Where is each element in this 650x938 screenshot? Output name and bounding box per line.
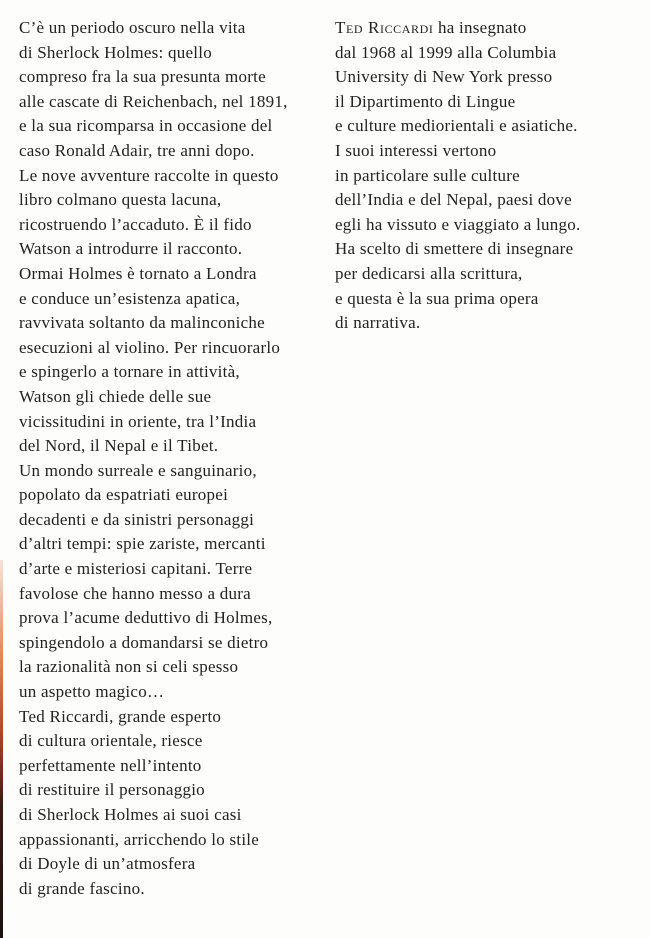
bio-line: egli ha vissuto e viaggiato a lungo. [335, 214, 581, 234]
author-bio [335, 16, 645, 336]
bio-line: I suoi interessi vertono [335, 140, 497, 160]
synopsis-line: C’è un periodo oscuro nella vita [19, 18, 246, 37]
synopsis-line: d’altri tempi: spie zariste, mercanti [19, 534, 266, 554]
synopsis-line: del Nord, il Nepal e il Tibet. [19, 436, 219, 456]
synopsis-line: Un mondo surreale e sanguinario, [19, 460, 257, 480]
bio-line: e questa è la sua prima opera [335, 288, 539, 308]
synopsis-line: di grande fascino. [19, 878, 145, 898]
synopsis-line: perfettamente nell’intento [19, 755, 202, 775]
synopsis-line: e conduce un’esistenza apatica, [19, 288, 241, 308]
synopsis-line: Watson a introdurre il racconto. [19, 239, 243, 259]
synopsis-line: favolose che hanno messo a dura [19, 583, 251, 603]
synopsis-line: e spingerlo a tornare in attività, [19, 362, 240, 382]
synopsis-line: Le nove avventure raccolte in questo [19, 165, 279, 185]
author-name: Ted Riccardi [335, 18, 434, 37]
synopsis-line: e la sua ricomparsa in occasione del [19, 116, 273, 136]
synopsis-line: la razionalità non si celi spesso [19, 657, 239, 677]
synopsis-line: d’arte e misteriosi capitani. Terre [19, 559, 253, 579]
synopsis-line: di Doyle di un’atmosfera [19, 854, 196, 874]
synopsis-line: prova l’acume deduttivo di Holmes, [19, 608, 273, 628]
synopsis-line: spingendolo a domandarsi se dietro [19, 632, 269, 652]
synopsis-line: decadenti e da sinistri personaggi [19, 509, 255, 529]
synopsis-line: appassionanti, arricchendo lo stile [19, 829, 260, 849]
synopsis-line: compreso fra la sua presunta morte [19, 67, 266, 87]
synopsis-line: un aspetto magico… [19, 682, 165, 702]
bio-line: in particolare sulle culture [335, 165, 520, 185]
synopsis-line: di cultura orientale, riesce [19, 731, 203, 751]
synopsis-line: libro colmano questa lacuna, [19, 190, 222, 210]
synopsis-line: esecuzioni al violino. Per rincuorarlo [19, 337, 281, 357]
synopsis-line: ricostruendo l’accaduto. È il fido [19, 214, 252, 234]
bio-line: e culture mediorientali e asiatiche. [335, 116, 578, 136]
bio-line: dell’India e del Nepal, paesi dove [335, 190, 572, 210]
book-synopsis [19, 16, 324, 901]
bio-line: di narrativa. [335, 313, 421, 333]
author-bio-first-line [335, 16, 645, 41]
bio-line: per dedicarsi alla scrittura, [335, 263, 523, 283]
synopsis-line: Ormai Holmes è tornato a Londra [19, 263, 257, 283]
bio-line: il Dipartimento di Lingue [335, 91, 516, 111]
bio-line: dal 1968 al 1999 alla Columbia [335, 42, 557, 62]
synopsis-line: Watson gli chiede delle sue [19, 386, 212, 406]
synopsis-line: ravvivata soltanto da malinconiche [19, 313, 265, 333]
synopsis-line: alle cascate di Reichenbach, nel 1891, [19, 91, 288, 111]
synopsis-line: caso Ronald Adair, tre anni dopo. [19, 140, 255, 160]
synopsis-line: di restituire il personaggio [19, 780, 205, 800]
synopsis-line: Ted Riccardi, grande esperto [19, 706, 222, 726]
cover-edge-strip [0, 560, 3, 938]
synopsis-line: popolato da espatriati europei [19, 485, 229, 505]
bio-line: University di New York presso [335, 67, 553, 87]
author-bio-first-line-rest: ha insegnato [433, 18, 527, 37]
synopsis-line: di Sherlock Holmes ai suoi casi [19, 805, 242, 824]
synopsis-line: di Sherlock Holmes: quello [19, 42, 213, 62]
bio-line: Ha scelto di smettere di insegnare [335, 239, 574, 259]
synopsis-line: vicissitudini in oriente, tra l’India [19, 411, 257, 431]
